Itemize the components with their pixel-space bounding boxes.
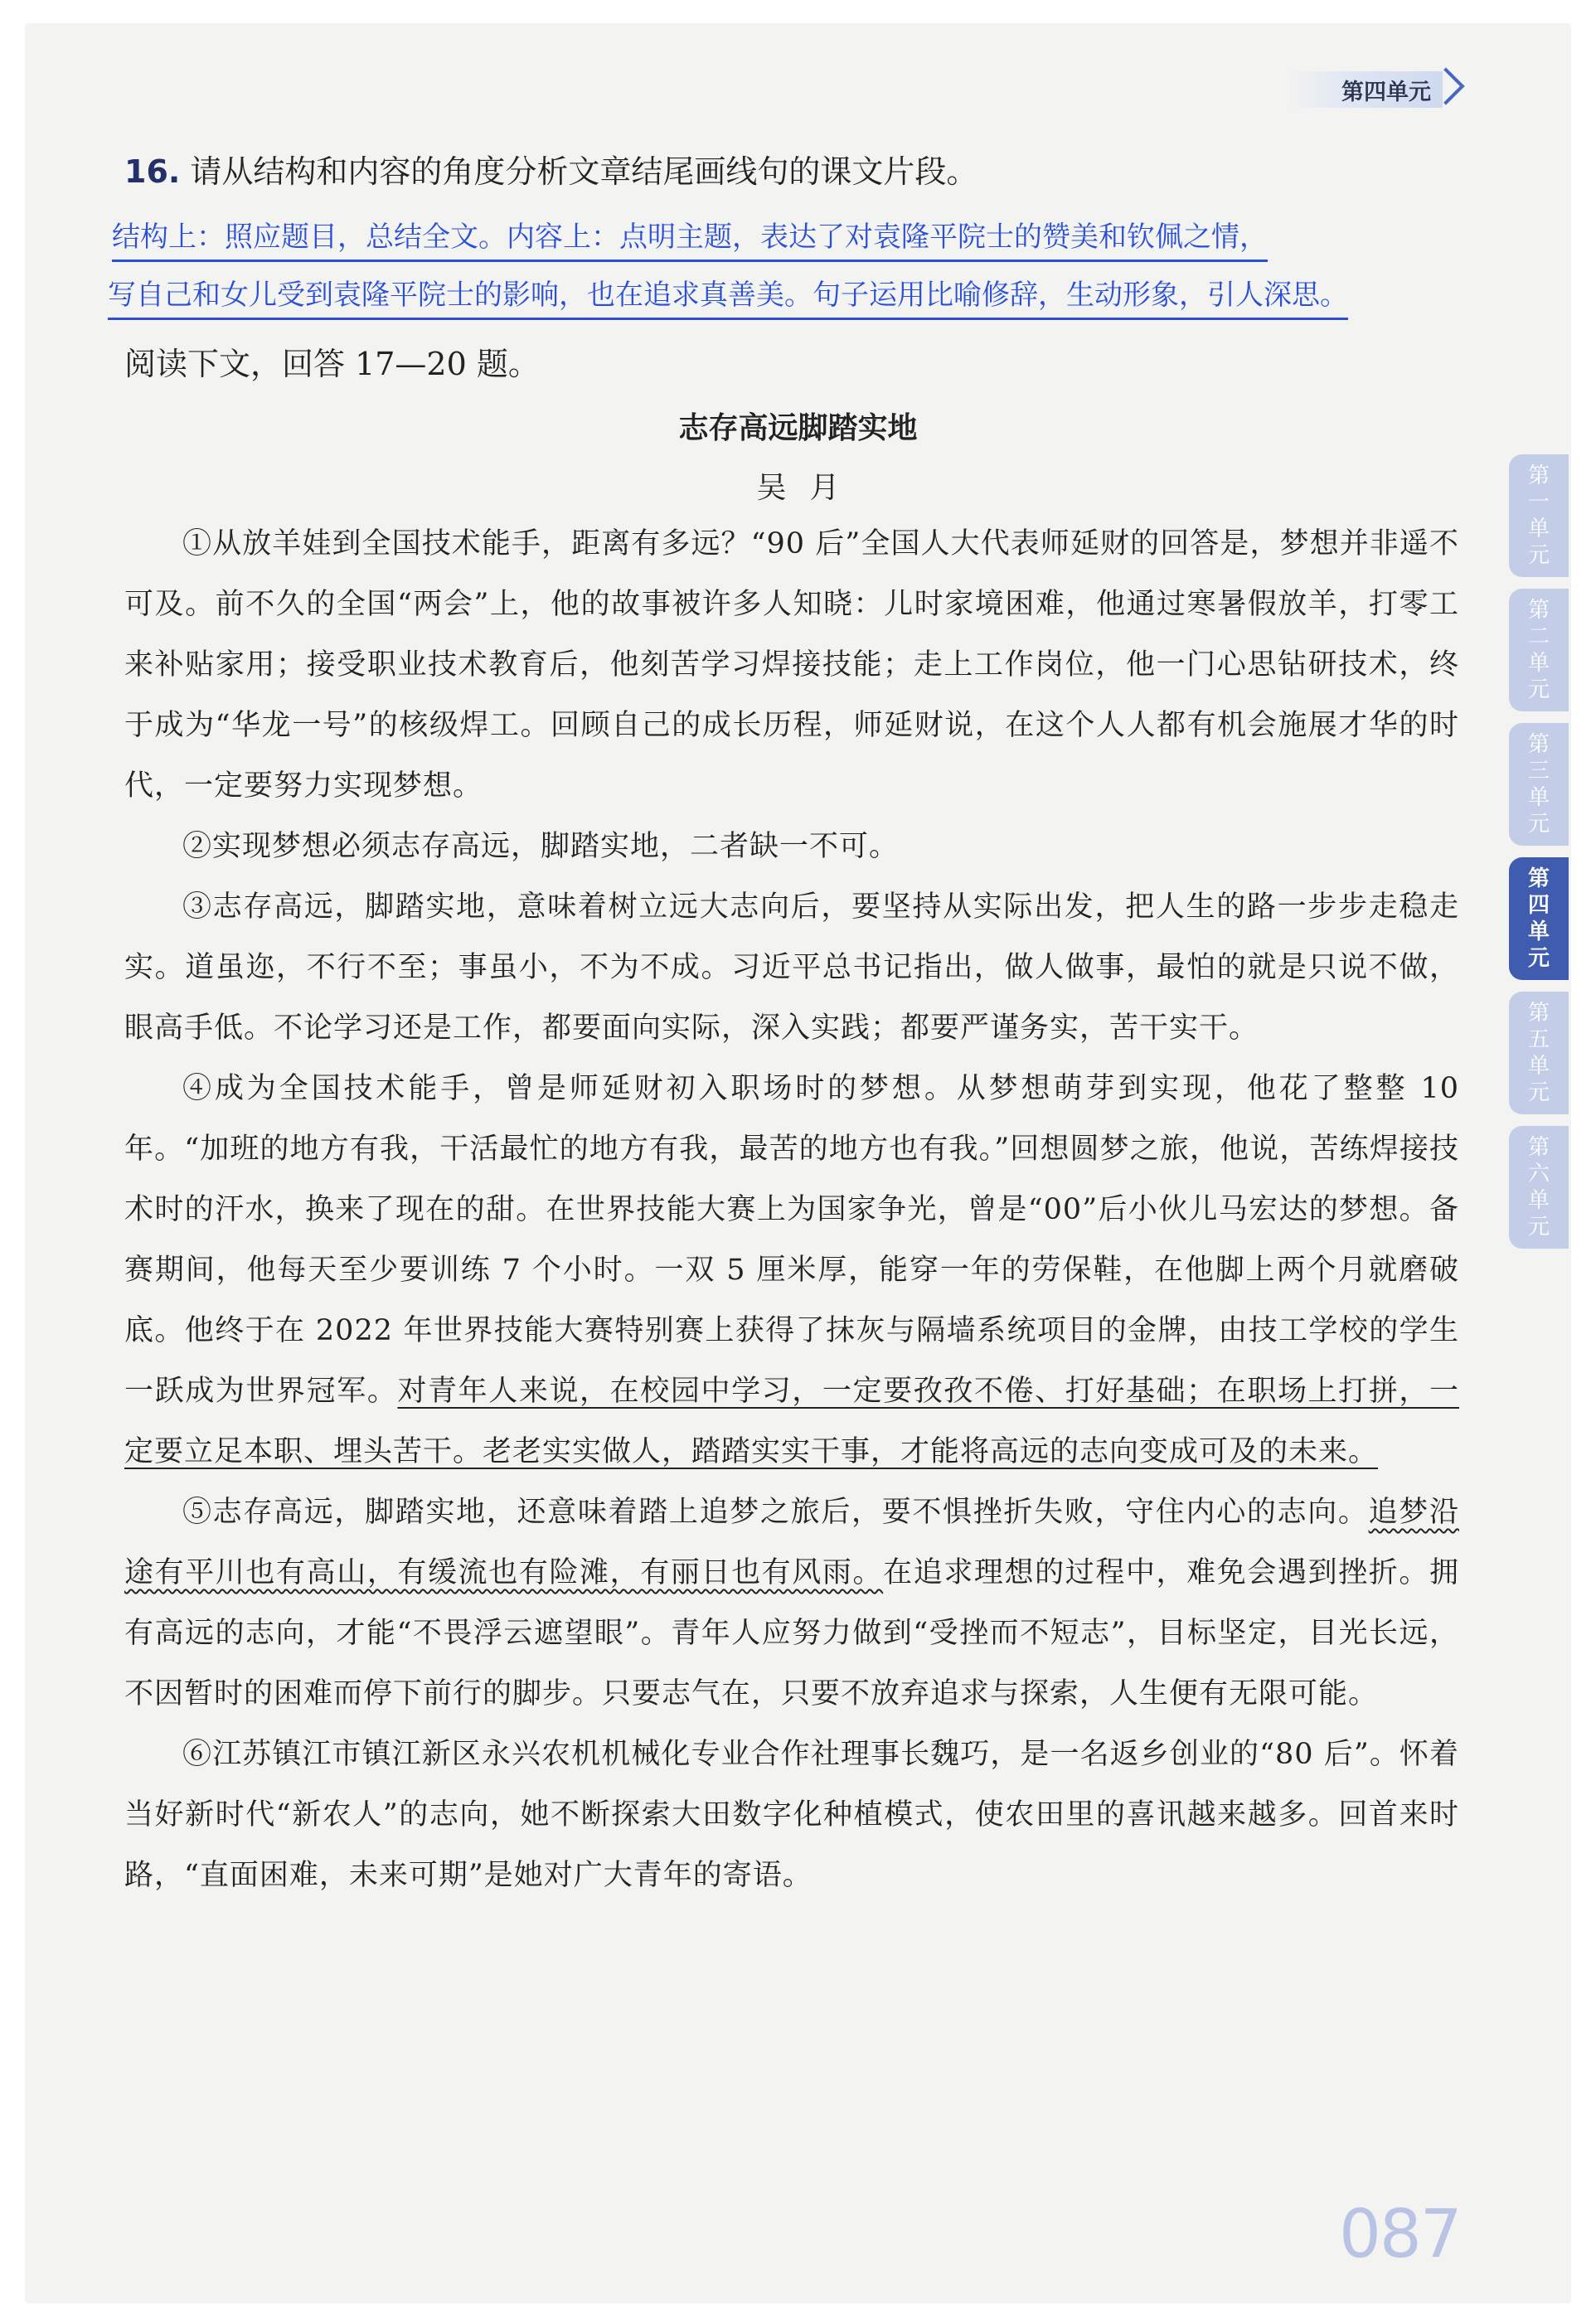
- paragraph-4-text: ④成为全国技术能手，曾是师延财初入职场时的梦想。从梦想萌芽到实现，他花了整整 10 年。“加班的地方有我，干活最忙的地方有我，最苦的地方也有我。”回想圆梦之旅，他说，苦练焊接技术时的汗水，换来了现在的甜。在世界技能大赛上为国家争光，曾是“00”后小伙儿马宏达的梦想。备赛期间，他每天至少要训练 7 个小时。一双 5 厘米厚，能穿一年的劳保鞋，在他脚上两个月就磨破底。他终于在 2022 年世界技能大赛特别赛上获得了抹灰与隔墙系统项目的金牌，由技工学校的学生一跃成为世界冠军。: [124, 1072, 1459, 1408]
- side-tab-unit-4[interactable]: [1509, 857, 1569, 980]
- side-tab-char: 元: [1527, 543, 1550, 568]
- answer-line-2: 写自己和女儿受到袁隆平院士的影响，也在追求真善美。句子运用比喻修辞，生动形象，引人深思。: [108, 272, 1348, 320]
- side-tab-char: 单: [1527, 785, 1550, 810]
- article-author: 吴月: [756, 471, 863, 505]
- paragraph-5-text-b: 在追求理想的过程中，难免会遇到挫折。拥有高远的志向，才能“不畏浮云遮望眼”。青年人应努力做到“受挫而不短志”，目标坚定，目光长远，不因暂时的困难而停下前行的脚步。只要志气在，只要不放弃追求与探索，人生便有无限可能。: [124, 1556, 1459, 1710]
- paragraph-5-text-a: ⑤志存高远，脚踏实地，还意味着踏上追梦之旅后，要不惧挫折失败，守住内心的志向。: [182, 1496, 1369, 1529]
- paragraph-3: ③志存高远，脚踏实地，意味着树立远大志向后，要坚持从实际出发，把人生的路一步步走稳走实。道虽迩，不行不至；事虽小，不为不成。习近平总书记指出，做人做事，最怕的就是只说不做，眼高手低。不论学习还是工作，都要面向实际，深入实践；都要严谨务实，苦干实干。: [124, 890, 1459, 1045]
- side-tab-unit-5[interactable]: [1509, 992, 1569, 1114]
- article-body: [124, 514, 1459, 1906]
- side-tab-char: 单: [1527, 919, 1550, 944]
- question-16-prompt: [124, 149, 1467, 194]
- side-tab-char: 元: [1527, 812, 1550, 837]
- side-tab-char: 第: [1527, 732, 1550, 757]
- side-tab-char: 六: [1527, 1162, 1550, 1186]
- question-number: 16.: [124, 153, 181, 190]
- side-tab-unit-6[interactable]: [1509, 1126, 1569, 1249]
- side-tab-char: 元: [1527, 1080, 1550, 1105]
- side-tab-char: 二: [1527, 624, 1550, 649]
- answer-line-1: 结构上：照应题目，总结全文。内容上：点明主题，表达了对袁隆平院士的赞美和钦佩之情，: [112, 214, 1268, 262]
- side-tab-char: 五: [1527, 1027, 1550, 1052]
- paragraph-5: [124, 1482, 1459, 1725]
- paragraph-2: ②实现梦想必须志存高远，脚踏实地，二者缺一不可。: [182, 830, 900, 863]
- unit-header-label: 第四单元: [1289, 71, 1443, 108]
- wavy-underlined-sentence: 追梦沿途有平川也有高山，有缓流也有险滩，有丽日也有风雨。: [124, 1496, 1459, 1589]
- unit-side-tabs: [1509, 454, 1575, 1260]
- underlined-sentence: 对青年人来说，在校园中学习，一定要孜孜不倦、打好基础；在职场上打拼，一定要立足本职、埋头苦干。老老实实做人，踏踏实实干事，才能将高远的志向变成可及的未来。: [124, 1375, 1459, 1468]
- side-tab-char: 单: [1527, 1188, 1550, 1213]
- side-tab-char: 一: [1527, 490, 1550, 515]
- side-tab-unit-2[interactable]: [1509, 589, 1569, 711]
- unit-header-tag: [1289, 66, 1443, 113]
- side-tab-char: 单: [1527, 651, 1550, 676]
- question-text: 请从结构和内容的角度分析文章结尾画线句的课文片段。: [190, 153, 978, 190]
- paragraph-1: ①从放羊娃到全国技术能手，距离有多远？“90 后”全国人大代表师延财的回答是，梦想并非遥不可及。前不久的全国“两会”上，他的故事被许多人知晓：儿时家境困难，他通过寒暑假放羊，打零工来补贴家用；接受职业技术教育后，他刻苦学习焊接技能；走上工作岗位，他一门心思钻研技术，终于成为“华龙一号”的核级焊工。回顾自己的成长历程，师延财说，在这个人人都有机会施展才华的时代，一定要努力实现梦想。: [124, 527, 1459, 803]
- paragraph-4: [124, 1059, 1459, 1482]
- side-tab-char: 第: [1527, 1001, 1550, 1026]
- side-tab-char: 第: [1527, 598, 1550, 623]
- side-tab-char: 单: [1527, 1054, 1550, 1079]
- side-tab-char: 单: [1527, 517, 1550, 541]
- side-tab-char: 第: [1527, 1135, 1550, 1160]
- side-tab-char: 元: [1527, 946, 1550, 971]
- paragraph-6: ⑥江苏镇江市镇江新区永兴农机机械化专业合作社理事长魏巧，是一名返乡创业的“80 后”。怀着当好新时代“新农人”的志向，她不断探索大田数字化种植模式，使农田里的喜讯越来越多。回首来时路，“直面困难，未来可期”是她对广大青年的寄语。: [124, 1738, 1459, 1892]
- article-title: 志存高远脚踏实地: [678, 411, 918, 445]
- side-tab-char: 第: [1527, 866, 1550, 891]
- side-tab-char: 元: [1527, 1215, 1550, 1240]
- side-tab-char: 四: [1527, 893, 1550, 918]
- reading-instruction: 阅读下文，回答 17—20 题。: [124, 346, 540, 382]
- side-tab-unit-3[interactable]: [1509, 723, 1569, 846]
- side-tab-char: 三: [1527, 759, 1550, 784]
- question-16: [124, 149, 1467, 194]
- side-tab-char: 第: [1527, 463, 1550, 488]
- page-number: 087: [1339, 2195, 1461, 2273]
- side-tab-char: 元: [1527, 677, 1550, 702]
